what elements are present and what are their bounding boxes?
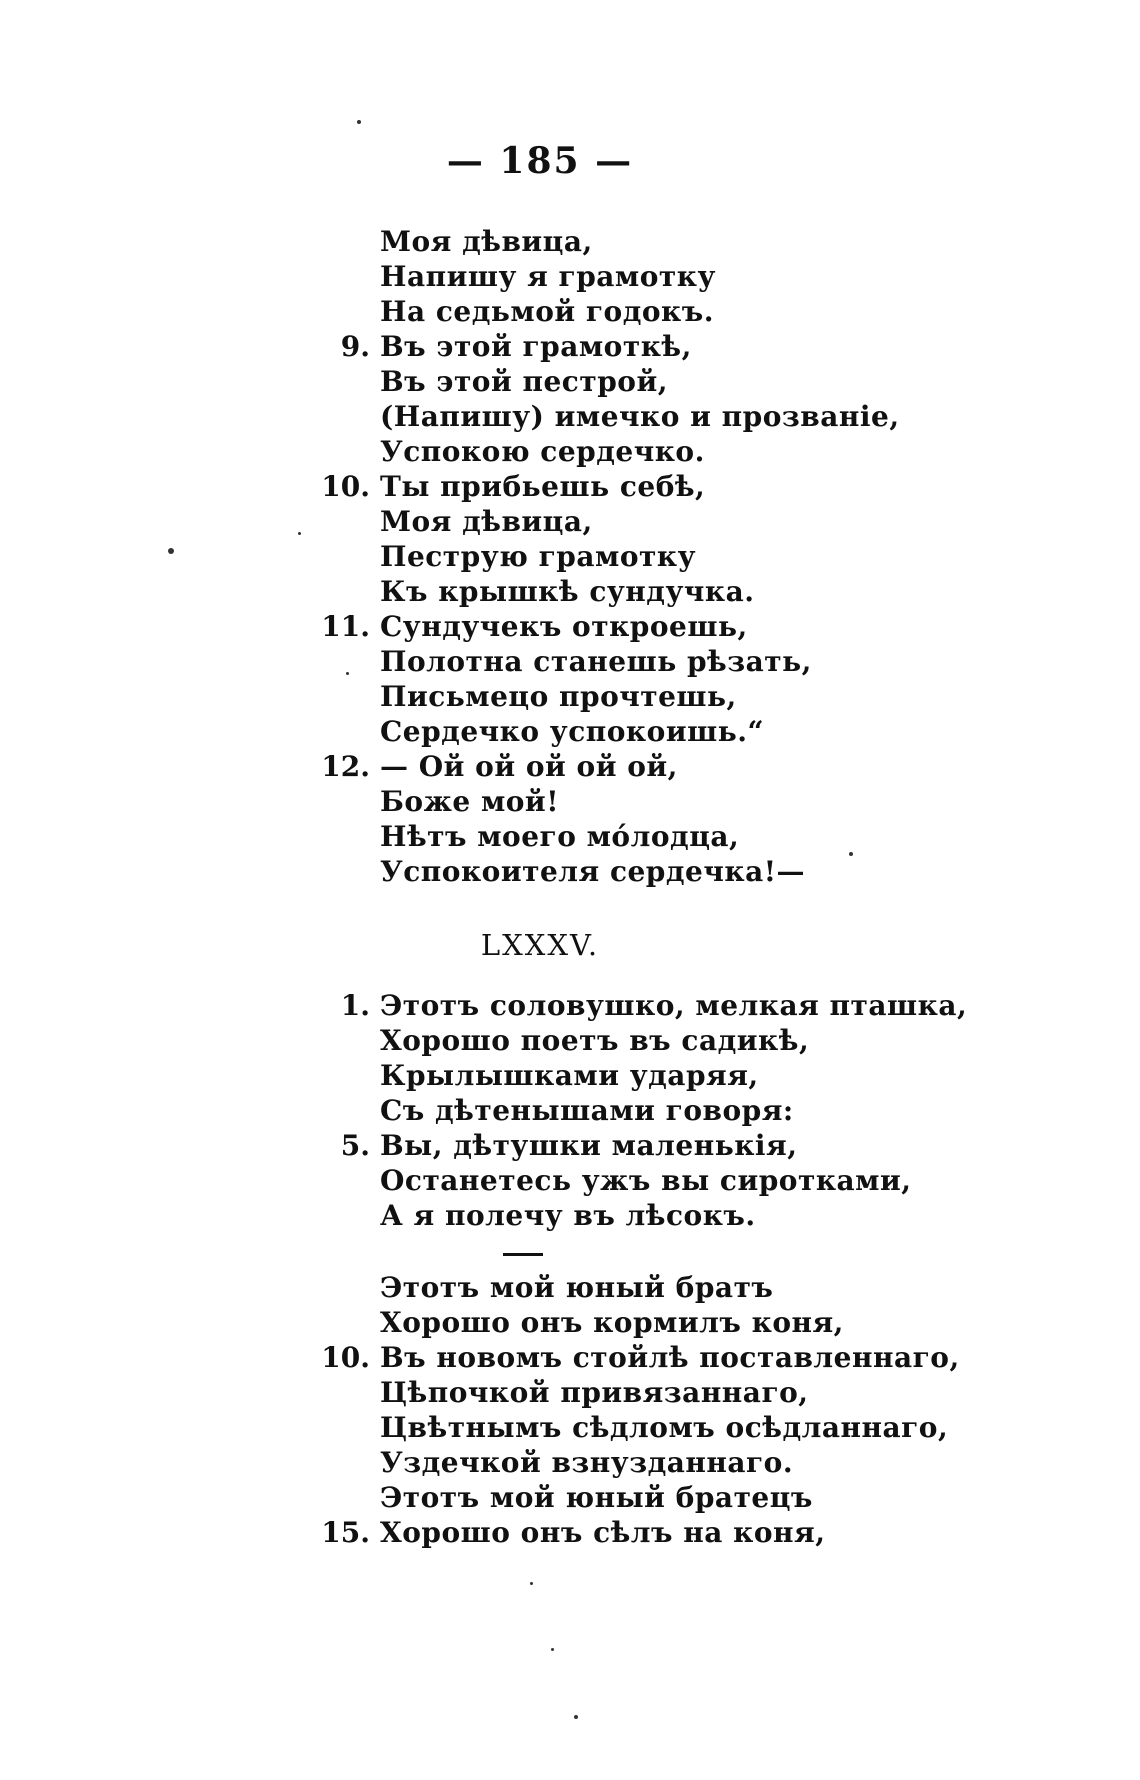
section-divider: [503, 1253, 543, 1256]
verse-line: Успокоителя сердечка!—: [380, 855, 806, 888]
page-number: — 185 —: [446, 140, 634, 182]
verse-line: Этотъ соловушко, мелкая пташка,: [380, 989, 968, 1022]
scan-speck: [849, 852, 853, 856]
verse-line: Полотна станешь рѣзать,: [380, 645, 812, 678]
verse-line: Этотъ мой юный братецъ: [380, 1481, 813, 1514]
verse-line: Вы, дѣтушки маленькія,: [380, 1129, 798, 1162]
verse-number: 15.: [321, 1516, 370, 1549]
verse-line: Моя дѣвица,: [380, 225, 593, 258]
verse-line: Сундучекъ откроешь,: [380, 610, 748, 643]
verse-line: Успокою сердечко.: [380, 435, 705, 468]
verse-line: Уздечкой взнузданнаго.: [380, 1446, 794, 1479]
scan-speck: [357, 120, 361, 124]
verse-line: Останетесь ужъ вы сиротками,: [380, 1164, 912, 1197]
scan-speck: [346, 672, 349, 675]
verse-line: Боже мой!: [380, 785, 559, 818]
scan-speck: [551, 1648, 554, 1651]
verse-line: Въ новомъ стойлѣ поставленнаго,: [380, 1341, 960, 1374]
verse-line: Хорошо онъ сѣлъ на коня,: [380, 1516, 826, 1549]
verse-line: (Напишу) имечко и прозваніе,: [380, 400, 900, 433]
verse-line: Моя дѣвица,: [380, 505, 593, 538]
verse-number: 11.: [321, 610, 370, 643]
verse-line: Сердечко успокоишь.“: [380, 715, 765, 748]
verse-line: Письмецо прочтешь,: [380, 680, 737, 713]
verse-number: 9.: [340, 330, 370, 363]
verse-line: Къ крышкѣ сундучка.: [380, 575, 755, 608]
verse-line: Напишу я грамотку: [380, 260, 716, 293]
verse-line: А я полечу въ лѣсокъ.: [380, 1199, 756, 1232]
verse-line: На седьмой годокъ.: [380, 295, 715, 328]
section-heading: LXXXV.: [480, 928, 600, 962]
verse-line: Нѣтъ моего мóлодца,: [380, 820, 740, 853]
verse-number: 12.: [321, 750, 370, 783]
verse-line: Хорошо онъ кормилъ коня,: [380, 1306, 844, 1339]
verse-number: 10.: [321, 1341, 370, 1374]
verse-line: Въ этой грамоткѣ,: [380, 330, 692, 363]
verse-line: Хорошо поетъ въ садикѣ,: [380, 1024, 810, 1057]
verse-line: Съ дѣтенышами говоря:: [380, 1094, 794, 1127]
verse-line: Цѣпочкой привязаннаго,: [380, 1376, 809, 1409]
scan-speck: [530, 1582, 533, 1585]
verse-line: Этотъ мой юный братъ: [380, 1271, 774, 1304]
verse-line: Крылышками ударяя,: [380, 1059, 759, 1092]
verse-line: — Ой ой ой ой ой,: [380, 750, 678, 783]
scan-speck: [298, 532, 301, 535]
verse-line: Пеструю грамотку: [380, 540, 696, 573]
verse-number: 5.: [340, 1129, 370, 1162]
scan-speck: [574, 1715, 578, 1719]
verse-number: 1.: [340, 989, 370, 1022]
verse-line: Въ этой пестрой,: [380, 365, 668, 398]
verse-line: Цвѣтнымъ сѣдломъ осѣдланнаго,: [380, 1411, 949, 1444]
verse-line: Ты прибьешь себѣ,: [380, 470, 706, 503]
scan-speck: [168, 548, 174, 554]
verse-number: 10.: [321, 470, 370, 503]
